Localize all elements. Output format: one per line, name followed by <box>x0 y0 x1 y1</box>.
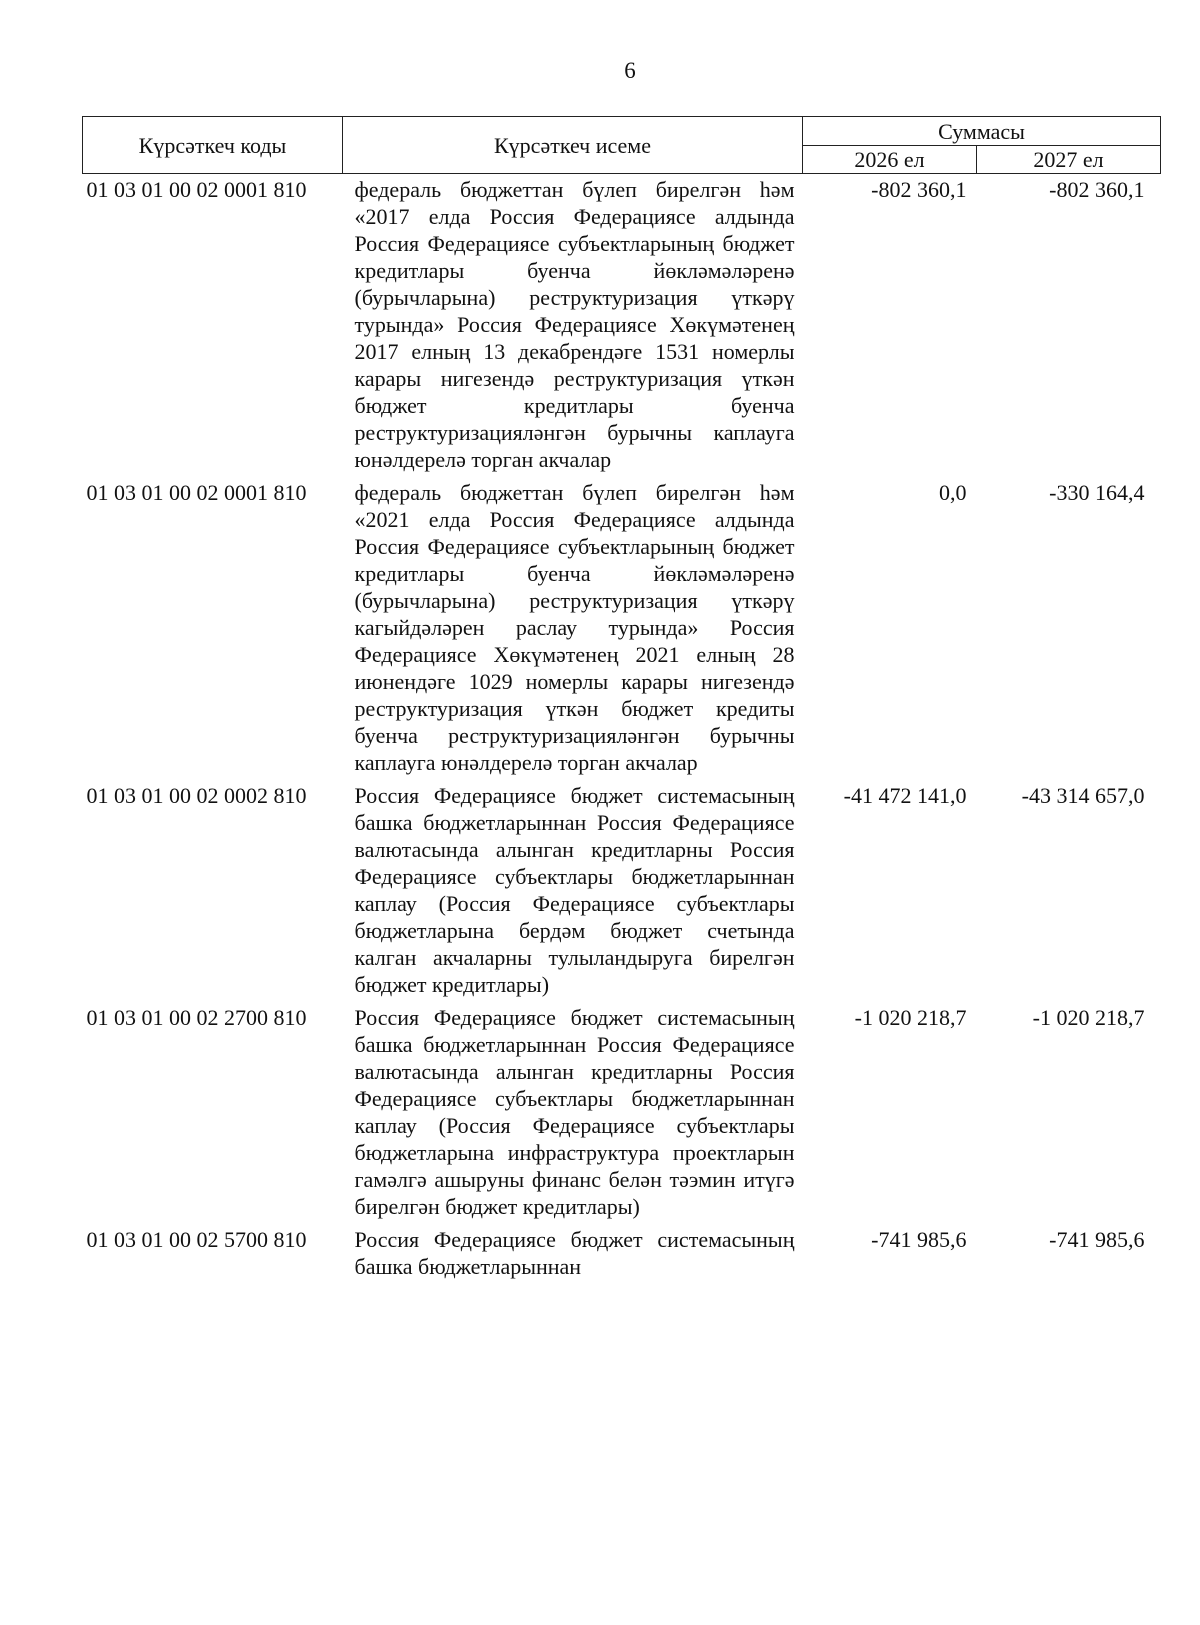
row-code: 01 03 01 00 02 0001 810 <box>86 480 307 505</box>
row-name: федераль бюджеттан бүлеп бирелгән һәм «2017 елда Россия Федерациясе алдында Россия Федерациясе субъектларының бюджет кредитлары буенча йөкләмәләренә (бурычларына) реструктуризация үткәрү турында» Россия Федерациясе Хөкүмәтенең 2017 елның 13 декабрендәге 1531 номерлы карары нигезендә реструктуризация үткән бюджет кредитлары буенча реструктуризацияләнгән бурычны каплауга юнәлдерелә торган акчалар <box>354 177 795 472</box>
header-name: Күрсәткеч исеме <box>343 117 803 174</box>
row-value-2027: -330 164,4 <box>1049 480 1145 505</box>
header-code: Күрсәткеч коды <box>83 117 343 174</box>
row-code: 01 03 01 00 02 5700 810 <box>86 1227 307 1252</box>
row-value-2027: -1 020 218,7 <box>1032 1005 1145 1030</box>
table-row <box>83 479 1161 782</box>
row-value-2026: -41 472 141,0 <box>843 783 967 808</box>
table-row <box>83 782 1161 1004</box>
row-value-2026: 0,0 <box>939 480 967 505</box>
row-value-2026: -741 985,6 <box>871 1227 967 1252</box>
table-row <box>83 1226 1161 1286</box>
row-name: федераль бюджеттан бүлеп бирелгән һәм «2021 елда Россия Федерациясе алдында Россия Федерациясе субъектларының бюджет кредитлары буенча йөкләмәләренә (бурычларына) реструктуризация үткәрү кагыйдәләрен раслау турында» Россия Федерациясе Хөкүмәтенең 2021 елның 28 июнендәге 1029 номерлы карары нигезендә реструктуризация үткән бюджет кредиты буенча реструктуризацияләнгән бурычны каплауга юнәлдерелә торган акчалар <box>354 480 795 775</box>
row-value-2026: -1 020 218,7 <box>854 1005 967 1030</box>
row-value-2027: -43 314 657,0 <box>1021 783 1145 808</box>
row-code: 01 03 01 00 02 2700 810 <box>86 1005 307 1030</box>
row-value-2027: -802 360,1 <box>1049 177 1145 202</box>
header-year-2026: 2026 ел <box>803 146 977 174</box>
row-name: Россия Федерациясе бюджет системасының башка бюджетларыннан <box>354 1227 795 1279</box>
header-sum-group: Суммасы <box>803 117 1161 146</box>
row-value-2026: -802 360,1 <box>871 177 967 202</box>
row-name: Россия Федерациясе бюджет системасының башка бюджетларыннан Россия Федерациясе валютасында алынган кредитларны Россия Федерациясе субъектлары бюджетларыннан каплау (Россия Федерациясе субъектлары бюджетларына бердәм бюджет счетында калган акчаларны тулыландыруга бирелгән бюджет кредитлары) <box>354 783 795 997</box>
row-code: 01 03 01 00 02 0001 810 <box>86 177 307 202</box>
table-row <box>83 174 1161 480</box>
table-header <box>83 117 1161 174</box>
row-value-2027: -741 985,6 <box>1049 1227 1145 1252</box>
page-number: 6 <box>624 58 636 83</box>
row-code: 01 03 01 00 02 0002 810 <box>86 783 307 808</box>
table-row <box>83 1004 1161 1226</box>
budget-table <box>82 116 1161 1286</box>
header-year-2027: 2027 ел <box>977 146 1161 174</box>
row-name: Россия Федерациясе бюджет системасының башка бюджетларыннан Россия Федерациясе валютасында алынган кредитларны Россия Федерациясе субъектлары бюджетларыннан каплау (Россия Федерациясе субъектлары бюджетларына инфраструктура проектларын гамәлгә ашыруны финанс белән тәэмин итүгә бирелгән бюджет кредитлары) <box>354 1005 795 1219</box>
table-body <box>83 174 1161 1287</box>
